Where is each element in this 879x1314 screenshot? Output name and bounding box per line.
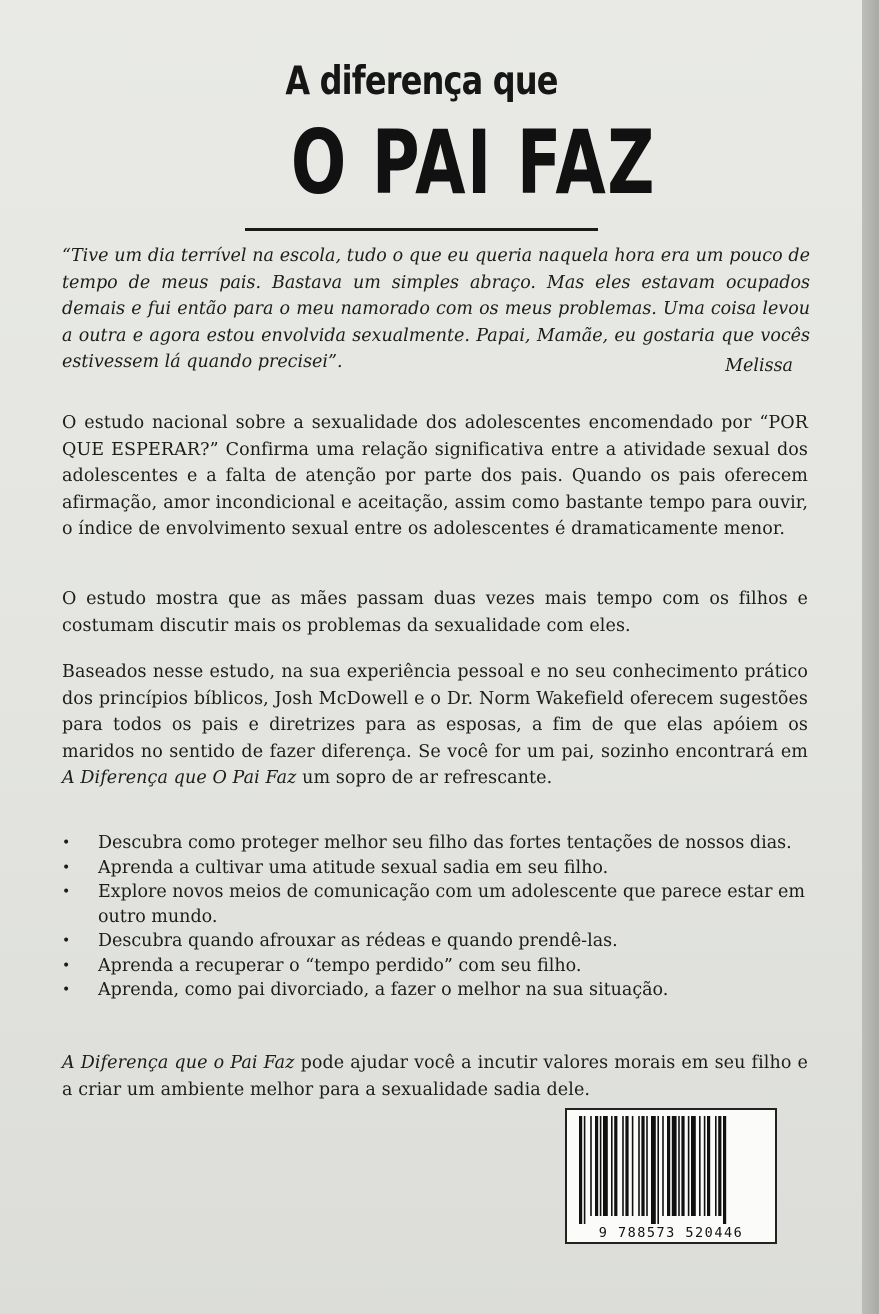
barcode-bar: [590, 1116, 592, 1216]
bullet-icon: •: [62, 933, 71, 949]
barcode-bar: [632, 1116, 634, 1216]
cover-edge: [862, 0, 879, 1314]
list-item: [62, 831, 810, 856]
list-item: [62, 880, 810, 929]
barcode-bar: [691, 1116, 696, 1216]
barcode-bar: [600, 1116, 602, 1216]
barcode-bar: [595, 1116, 598, 1216]
list-item-text: Aprenda a cultivar uma atitude sexual sadia em seu filho.: [98, 857, 609, 878]
isbn-digits: 9 788573 520446: [598, 1225, 744, 1241]
paragraph-mothers: O estudo mostra que as mães passam duas vezes mais tempo com os filhos e costumam discutir mais os problemas da sexualidade com eles.: [62, 589, 808, 636]
barcode-bar: [657, 1116, 659, 1224]
barcode-bar: [625, 1116, 628, 1216]
barcode-bar: [611, 1116, 613, 1216]
book-title-italic: A Diferença que o Pai Faz: [62, 1053, 295, 1073]
bullet-icon: •: [62, 884, 71, 900]
barcode-bar: [723, 1116, 726, 1224]
list-item: [62, 978, 810, 1003]
barcode-bar: [638, 1116, 640, 1216]
list-item-text: Explore novos meios de comunicação com um adolescente que parece estar em outro mundo.: [98, 882, 805, 927]
barcode-bar: [699, 1116, 701, 1216]
list-item: [62, 856, 810, 881]
title-underline: [245, 228, 598, 231]
barcode-bar: [641, 1116, 644, 1216]
title-line-1: A diferença que: [285, 59, 558, 104]
isbn-barcode: [565, 1108, 777, 1244]
bullet-icon: •: [62, 982, 71, 998]
barcode-bar: [579, 1116, 582, 1224]
barcode-bar: [622, 1116, 624, 1216]
barcode-bar: [646, 1116, 648, 1216]
barcode-bar: [718, 1116, 721, 1216]
barcode-bar: [614, 1116, 617, 1216]
barcode-bar: [681, 1116, 684, 1216]
paragraph-authors-end: um sopro de ar refrescante.: [296, 768, 553, 788]
barcode-bar: [678, 1116, 680, 1216]
barcode-bar: [667, 1116, 670, 1216]
list-item: [62, 929, 810, 954]
paragraph-authors-text: Baseados nesse estudo, na sua experiência pessoal e no seu conhecimento prático dos princípios bíblicos, Josh McDowell e o Dr. Norm Wakefield oferecem sugestões para todos os pais e diretrizes para as esposas, a fim de que elas apóiem os maridos no sentido de fazer diferença. Se você for um pai, sozinho encontrará em: [62, 662, 808, 762]
quote-author: Melissa: [725, 356, 793, 376]
bullet-icon: •: [62, 835, 71, 851]
paragraph-study: O estudo nacional sobre a sexualidade dos adolescentes encomendado por “POR QUE ESPERAR?” Confirma uma relação significativa entre a atividade sexual dos adolescentes e a falta de atenção por parte dos pais. Quando os pais oferecem afirmação, amor incondicional e aceitação, assim como bastante tempo para ouvir, o índice de envolvimento sexual entre os adolescentes é dramaticamente menor.: [62, 413, 808, 539]
list-item-text: Aprenda, como pai divorciado, a fazer o melhor na sua situação.: [98, 980, 669, 1000]
paragraph-closing-text: pode ajudar você a incutir valores morais em seu filho e a criar um ambiente melhor para a sexualidade sadia dele.: [62, 1053, 808, 1100]
title-line-2: O PAI FAZ: [290, 111, 656, 214]
bullet-icon: •: [62, 957, 71, 974]
book-title: [245, 52, 656, 218]
paragraph-closing: [62, 1050, 808, 1103]
barcode-bar: [672, 1116, 677, 1216]
barcode-bars-icon: [579, 1116, 763, 1224]
barcode-bar: [662, 1116, 664, 1216]
barcode-bar: [603, 1116, 608, 1216]
barcode-bar: [688, 1116, 690, 1216]
testimonial-quote: “Tive um dia terrível na escola, tudo o que eu queria naquela hora era um pouco de tempo de meus pais. Bastava um simples abraço. Mas eles estavam ocupados demais e fui então para o meu namorado com os meus problemas. Uma coisa levou a outra e agora estou envolvida sexualmente. Papai, Mamãe, eu gostaria que vocês estivessem lá quando precisei”.: [62, 246, 810, 372]
barcode-bar: [715, 1116, 717, 1216]
barcode-bar: [584, 1116, 586, 1224]
list-item-text: Descubra quando afrouxar as rédeas e quando prendê-las.: [98, 931, 618, 951]
list-item-text: Descubra como proteger melhor seu filho das fortes tentações de nossos dias.: [98, 833, 792, 853]
bullet-icon: •: [62, 859, 71, 876]
paragraph-authors: [62, 659, 808, 792]
benefits-list: [62, 831, 810, 1003]
barcode-bar: [704, 1116, 706, 1216]
list-item-text: Aprenda a recuperar o “tempo perdido” com seu filho.: [98, 955, 582, 976]
barcode-bar: [651, 1116, 656, 1224]
list-item: [62, 954, 810, 979]
barcode-bar: [707, 1116, 710, 1216]
book-title-italic: A Diferença que O Pai Faz: [62, 768, 297, 788]
